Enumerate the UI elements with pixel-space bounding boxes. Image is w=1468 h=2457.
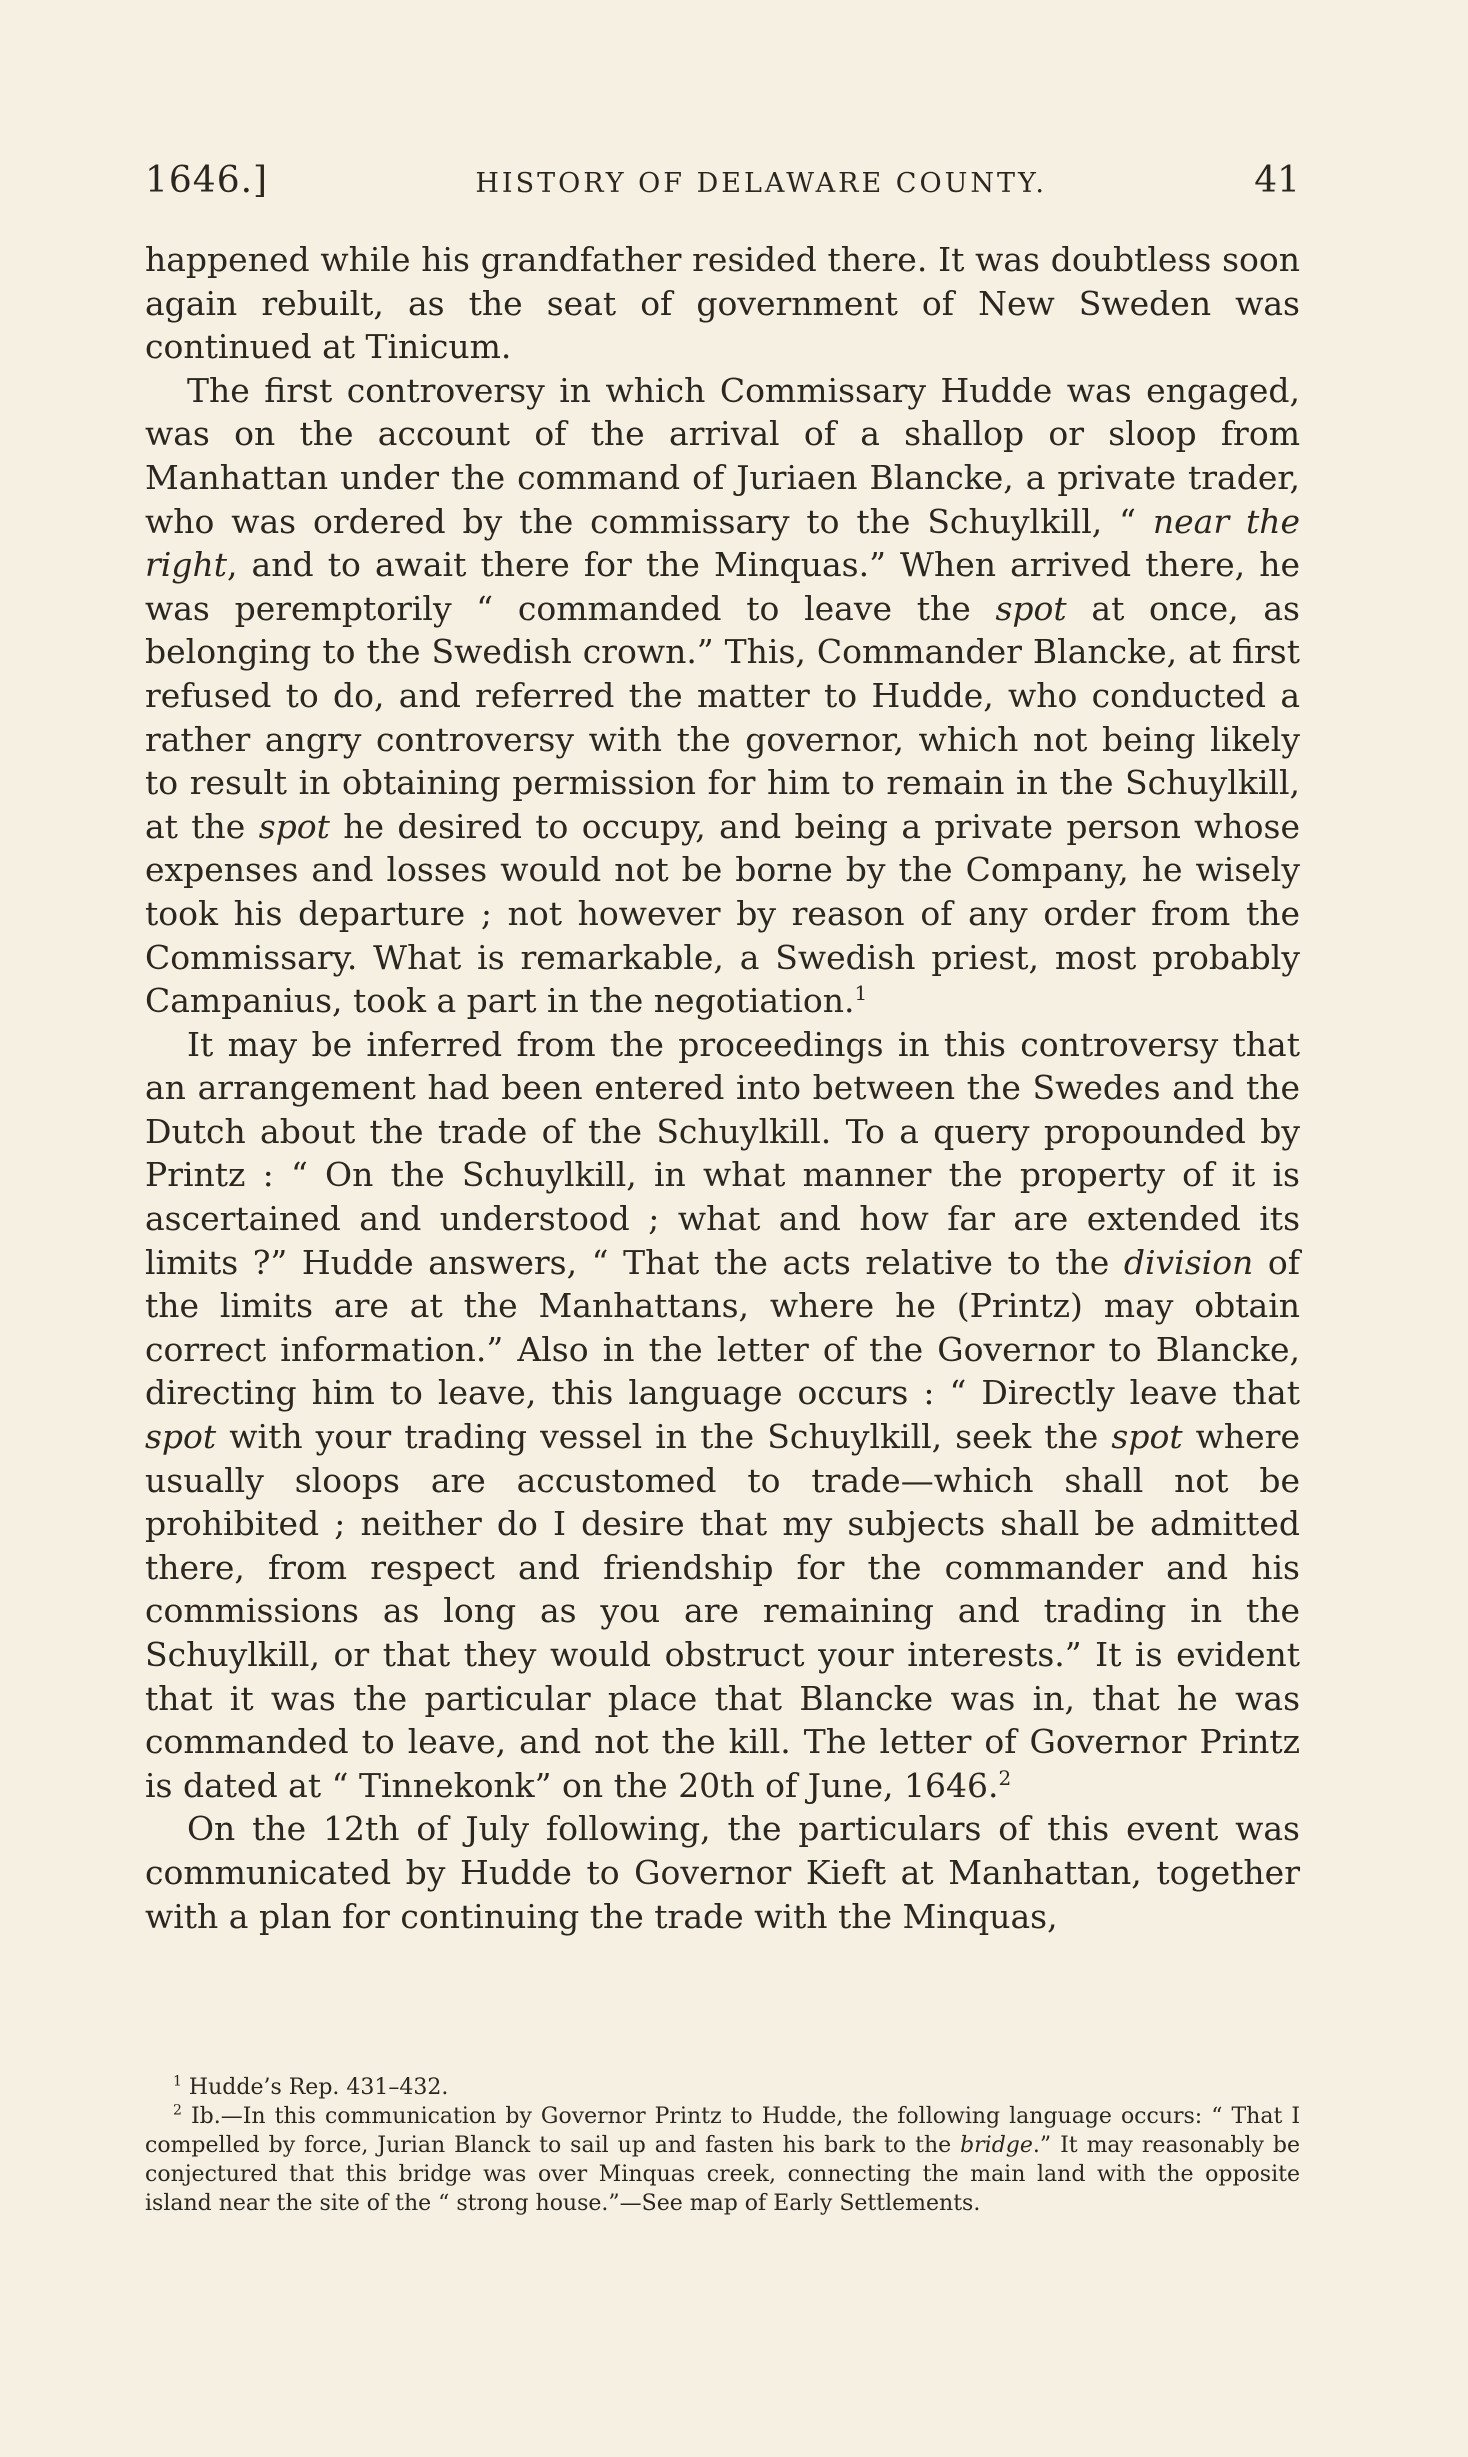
text-run: Ib.—In this communication by Governor Printz to Hudde, the following language occurs: “ That I compelled by force, Jurian Blanck to sail up and fasten his bark to the bbox=[145, 2104, 1301, 2158]
paragraph bbox=[145, 1807, 1300, 1938]
paragraph bbox=[145, 238, 1300, 369]
text-run: of the limits are at the Manhattans, where he (Printz) may obtain correct information.” Also in the letter of the Governor to Blancke, directing him to leave, this language occurs : “ Directly leave that bbox=[145, 1242, 1300, 1413]
italic-text: division bbox=[1123, 1242, 1254, 1282]
footnote-marker: 1 bbox=[173, 2073, 182, 2090]
text-run: at once, as belonging to the Swedish crown.” This, Commander Blancke, at first refused to do, and referred the matter to Hudde, who conducted a rather angry controversy with the governor, which not being likely to result in obtaining permission for him to remain in the Schuylkill, at the bbox=[145, 588, 1300, 846]
footnote-reference: 1 bbox=[854, 981, 868, 1006]
footnotes bbox=[145, 2073, 1300, 2218]
italic-text: spot bbox=[145, 1417, 217, 1457]
text-run: The first controversy in which Commissary Hudde was engaged, was on the account of the arrival of a shallop or sloop from Manhattan under the command of Juriaen Blancke, a private trader, who was ordered by the commissary to the Schuylkill, “ bbox=[145, 370, 1300, 541]
header-title: HISTORY OF DELAWARE COUNTY. bbox=[475, 168, 1047, 199]
italic-text: spot bbox=[995, 588, 1067, 628]
text-run: happened while his grandfather resided there. It was doubtless soon again rebuilt, as the seat of government of New Sweden was continued at Tinicum. bbox=[145, 240, 1300, 367]
text-run: with your trading vessel in the Schuylkill, seek the bbox=[216, 1417, 1112, 1457]
text-run: .” It may reasonably be conjectured that this bridge was over Minquas creek, connecting the main land with the opposite island near the site of the “ strong house.”—See map of Early Settlements. bbox=[145, 2133, 1300, 2216]
page-number: 41 bbox=[1254, 160, 1300, 201]
italic-text: bridge bbox=[960, 2133, 1033, 2158]
italic-text: near the right bbox=[145, 501, 1301, 585]
footnote-reference: 2 bbox=[998, 1765, 1012, 1790]
text-run: It may be inferred from the proceedings in this controversy that an arrangement had been entered into between the Swedes and the Dutch about the trade of the Schuylkill. To a query propounded by Printz : “ On the Schuylkill, in what manner the property of it is ascertained and understood ; what and how far are extended its limits ?” Hudde answers, “ That the acts relative to the bbox=[145, 1024, 1300, 1282]
paragraph bbox=[145, 1023, 1300, 1808]
header-year: 1646.] bbox=[145, 160, 269, 201]
text-run: Hudde’s Rep. 431–432. bbox=[188, 2075, 449, 2100]
italic-text: spot bbox=[258, 806, 330, 846]
text-run: , and to await there for the Minquas.” When arrived there, he was peremptorily “ commanded to leave the bbox=[145, 545, 1300, 628]
main-text bbox=[145, 238, 1300, 1938]
italic-text: spot bbox=[1111, 1417, 1183, 1457]
text-run: where usually sloops are accustomed to trade—which shall not be prohibited ; neither do I desire that my subjects shall be admitted there, from respect and friendship for the commander and his commissions as long as you are remaining and trading in the Schuylkill, or that they would obstruct your interests.” It is evident that it was the particular place that Blancke was in, that he was commanded to leave, and not the kill. The letter of Governor Printz is dated at “ Tinnekonk” on the 20th of June, 1646. bbox=[145, 1417, 1300, 1805]
footnote bbox=[145, 2102, 1300, 2218]
running-header bbox=[145, 160, 1300, 220]
text-run: On the 12th of July following, the particulars of this event was communicated by Hudde to Governor Kieft at Manhattan, together with a plan for continuing the trade with the Minquas, bbox=[145, 1809, 1300, 1936]
footnote bbox=[145, 2073, 1300, 2102]
text-run: he desired to occupy, and being a private person whose expenses and losses would not be borne by the Company, he wisely took his departure ; not however by reason of any order from the Commissary. What is remarkable, a Swedish priest, most probably Campanius, took a part in the negotiation. bbox=[145, 806, 1301, 1021]
paragraph bbox=[145, 369, 1300, 1023]
footnote-marker: 2 bbox=[173, 2102, 182, 2119]
